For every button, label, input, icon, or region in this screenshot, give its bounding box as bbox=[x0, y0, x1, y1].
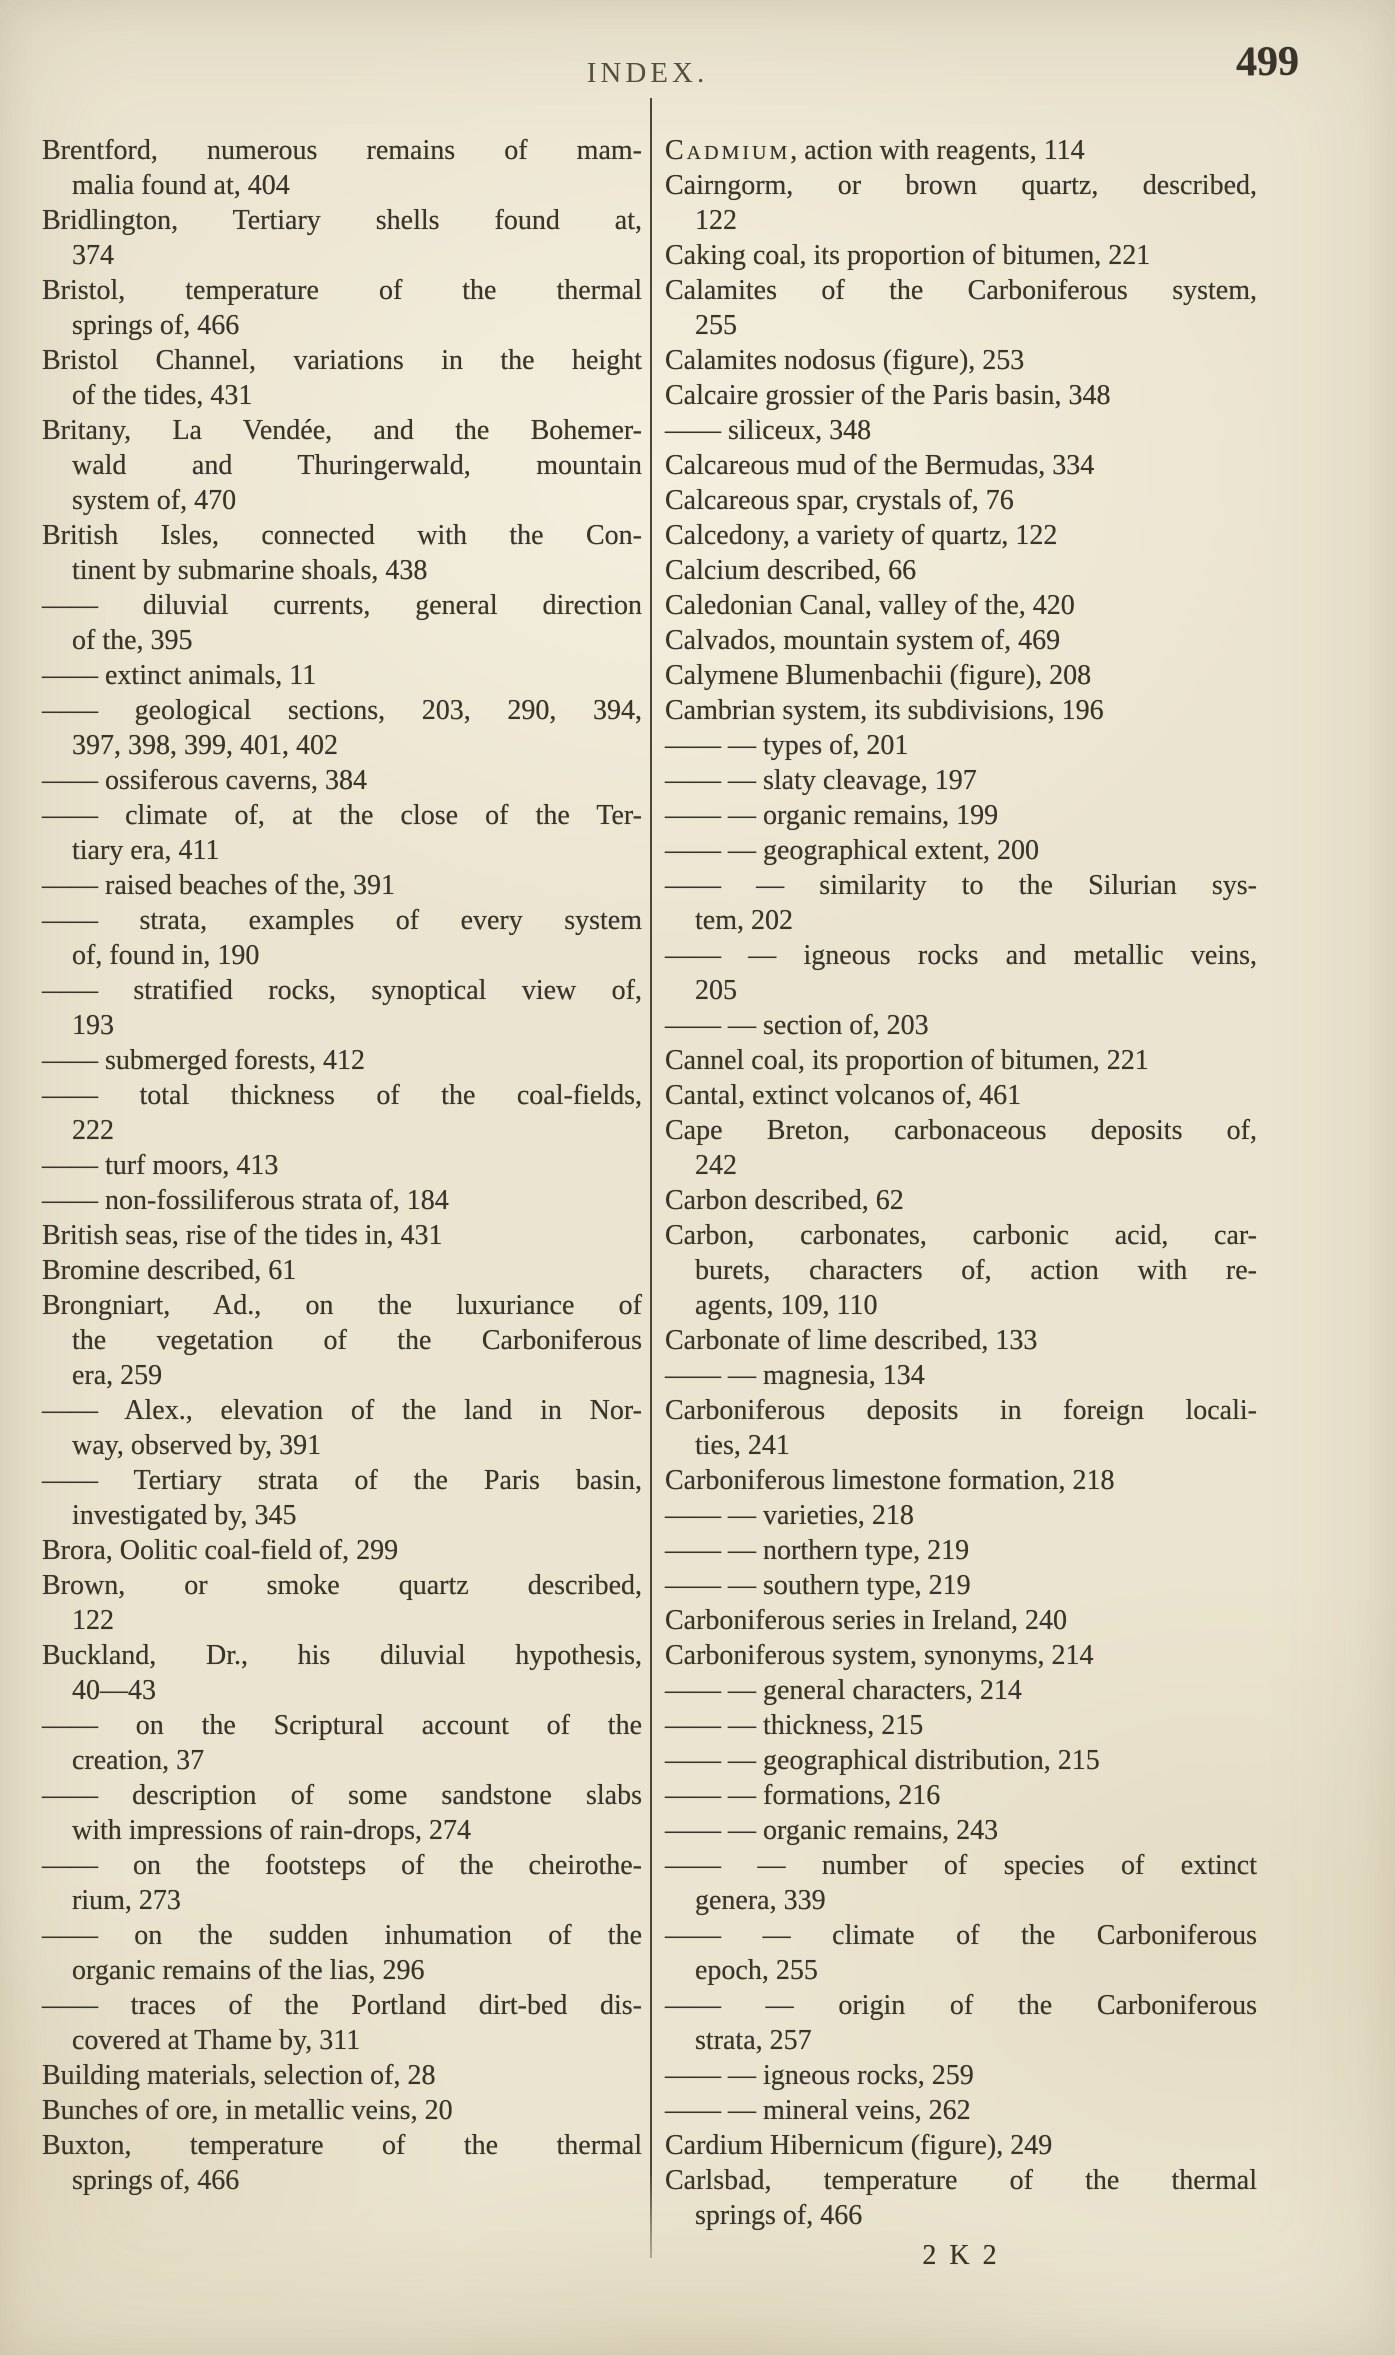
index-entry bbox=[665, 1708, 1257, 1743]
index-entry bbox=[665, 728, 1257, 763]
index-entry-line: Calamites of the Carboniferous system, bbox=[665, 275, 1257, 306]
index-entry-line: —— diluvial currents, general direction bbox=[42, 590, 642, 621]
index-entry bbox=[665, 273, 1257, 343]
index-entry bbox=[665, 1323, 1257, 1358]
index-entry bbox=[665, 133, 1257, 168]
index-entry-line: Carboniferous series in Ireland, 240 bbox=[665, 1605, 1067, 1636]
index-entry bbox=[42, 2128, 642, 2198]
index-entry-line: —— Alex., elevation of the land in Nor- bbox=[42, 1395, 642, 1426]
index-entry-line: —— — organic remains, 199 bbox=[665, 800, 999, 831]
index-entry bbox=[665, 1533, 1257, 1568]
index-entry bbox=[42, 588, 642, 658]
index-entry bbox=[42, 518, 642, 588]
index-entry bbox=[42, 1393, 642, 1463]
index-entry-line: strata, 257 bbox=[695, 2025, 812, 2056]
index-entry-line: —— raised beaches of the, 391 bbox=[42, 870, 395, 901]
index-entry bbox=[42, 973, 642, 1043]
index-entry-line: way, observed by, 391 bbox=[72, 1430, 322, 1461]
index-entry-line: organic remains of the lias, 296 bbox=[72, 1955, 425, 1986]
index-entry-line: with impressions of rain-drops, 274 bbox=[72, 1815, 471, 1846]
column-divider-rule bbox=[650, 98, 652, 2258]
index-entry-line: —— — northern type, 219 bbox=[665, 1535, 970, 1566]
index-entry-line: the vegetation of the Carboniferous bbox=[72, 1325, 642, 1356]
index-entry bbox=[42, 413, 642, 518]
index-entry bbox=[665, 1113, 1257, 1183]
index-entry bbox=[665, 1498, 1257, 1533]
index-entry bbox=[665, 413, 1257, 448]
index-entry-line: Calcareous mud of the Bermudas, 334 bbox=[665, 450, 1095, 481]
index-entry bbox=[42, 133, 642, 203]
index-entry-line: Caledonian Canal, valley of the, 420 bbox=[665, 590, 1075, 621]
index-entry-line: —— description of some sandstone slabs bbox=[42, 1780, 642, 1811]
index-entry-line: Bridlington, Tertiary shells found at, bbox=[42, 205, 642, 236]
index-entry-line: creation, 37 bbox=[72, 1745, 205, 1776]
index-entry bbox=[665, 1673, 1257, 1708]
index-entry bbox=[42, 1708, 642, 1778]
index-entry bbox=[665, 1918, 1257, 1988]
index-entry bbox=[665, 1078, 1257, 1113]
index-entry bbox=[665, 2128, 1257, 2163]
index-entry bbox=[42, 1218, 642, 1253]
index-entry bbox=[665, 1183, 1257, 1218]
index-entry bbox=[665, 483, 1257, 518]
index-entry-line: of the, 395 bbox=[72, 625, 193, 656]
index-entry-line: Brongniart, Ad., on the luxuriance of bbox=[42, 1290, 642, 1321]
index-entries-left bbox=[42, 133, 642, 2198]
index-entry-line: genera, 339 bbox=[695, 1885, 826, 1916]
index-entry-line: —— — varieties, 218 bbox=[665, 1500, 914, 1531]
index-entry-line: Cape Breton, carbonaceous deposits of, bbox=[665, 1115, 1257, 1146]
index-entry-line: 205 bbox=[695, 975, 737, 1006]
index-entry-line: —— — mineral veins, 262 bbox=[665, 2095, 971, 2126]
index-entry-line: Cairngorm, or brown quartz, described, bbox=[665, 170, 1257, 201]
index-entry bbox=[42, 1148, 642, 1183]
index-entry bbox=[42, 1638, 642, 1708]
index-entry-line: —— strata, examples of every system bbox=[42, 905, 642, 936]
index-entry-line: —— siliceux, 348 bbox=[665, 415, 872, 446]
index-entry-line: —— — section of, 203 bbox=[665, 1010, 929, 1041]
index-entry-line: —— extinct animals, 11 bbox=[42, 660, 317, 691]
index-entry bbox=[42, 273, 642, 343]
index-entry-line: Calcium described, 66 bbox=[665, 555, 917, 586]
index-entry-line: Cantal, extinct volcanos of, 461 bbox=[665, 1080, 1022, 1111]
index-entry bbox=[665, 938, 1257, 1008]
index-column-left bbox=[42, 133, 642, 2198]
index-entry bbox=[665, 553, 1257, 588]
small-caps-headword: Cadmium bbox=[665, 135, 791, 166]
index-entry bbox=[665, 623, 1257, 658]
index-entry-line: Bunches of ore, in metallic veins, 20 bbox=[42, 2095, 453, 2126]
index-entry-line: Brown, or smoke quartz described, bbox=[42, 1570, 642, 1601]
index-entry bbox=[42, 1288, 642, 1393]
index-entry-line: —— non-fossiliferous strata of, 184 bbox=[42, 1185, 449, 1216]
index-entry bbox=[665, 343, 1257, 378]
index-entry bbox=[42, 1533, 642, 1568]
index-entry bbox=[665, 1603, 1257, 1638]
index-entry-line: tem, 202 bbox=[695, 905, 793, 936]
index-entry-line: —— stratified rocks, synoptical view of, bbox=[42, 975, 642, 1006]
index-entry bbox=[665, 2058, 1257, 2093]
index-entry bbox=[42, 1043, 642, 1078]
index-entry-line: burets, characters of, action with re- bbox=[695, 1255, 1257, 1286]
index-entry-line: 255 bbox=[695, 310, 737, 341]
index-entry-line: epoch, 255 bbox=[695, 1955, 818, 1986]
index-entry bbox=[42, 1568, 642, 1638]
index-entry bbox=[42, 1463, 642, 1533]
index-entry-line: 193 bbox=[72, 1010, 114, 1041]
index-entry-line: agents, 109, 110 bbox=[695, 1290, 878, 1321]
index-entry-line: 122 bbox=[695, 205, 737, 236]
index-entry-line: springs of, 466 bbox=[695, 2200, 863, 2231]
index-entry-line: Buckland, Dr., his diluvial hypothesis, bbox=[42, 1640, 642, 1671]
index-entry bbox=[665, 1778, 1257, 1813]
index-entry-line: British seas, rise of the tides in, 431 bbox=[42, 1220, 443, 1251]
index-entry-line: 242 bbox=[695, 1150, 737, 1181]
index-entry-line: —— — geographical distribution, 215 bbox=[665, 1745, 1100, 1776]
index-entry-line: —— — magnesia, 134 bbox=[665, 1360, 925, 1391]
index-entry bbox=[665, 763, 1257, 798]
index-entry bbox=[665, 1568, 1257, 1603]
index-entry bbox=[42, 798, 642, 868]
index-entry-line: Britany, La Vendée, and the Bohemer- bbox=[42, 415, 642, 446]
index-entry-line: Carboniferous limestone formation, 218 bbox=[665, 1465, 1115, 1496]
index-entry bbox=[665, 1463, 1257, 1498]
index-entry bbox=[665, 518, 1257, 553]
index-entry-line: —— turf moors, 413 bbox=[42, 1150, 279, 1181]
index-entry bbox=[42, 763, 642, 798]
index-entry-line: of the tides, 431 bbox=[72, 380, 253, 411]
index-entry bbox=[42, 203, 642, 273]
index-entry-line: —— — geographical extent, 200 bbox=[665, 835, 1040, 866]
index-entry-line: Carlsbad, temperature of the thermal bbox=[665, 2165, 1257, 2196]
printer-signature: 2 K 2 bbox=[922, 2240, 1000, 2271]
index-entry-line: springs of, 466 bbox=[72, 310, 240, 341]
index-entry-line: —— — formations, 216 bbox=[665, 1780, 941, 1811]
index-entry-line: 374 bbox=[72, 240, 114, 271]
index-entry-line: springs of, 466 bbox=[72, 2165, 240, 2196]
index-entry bbox=[665, 2163, 1257, 2233]
index-entry-line: —— on the sudden inhumation of the bbox=[42, 1920, 642, 1951]
index-entry-line: —— — thickness, 215 bbox=[665, 1710, 924, 1741]
index-entry bbox=[42, 693, 642, 763]
index-entry-line: investigated by, 345 bbox=[72, 1500, 297, 1531]
index-entry-line: —— — slaty cleavage, 197 bbox=[665, 765, 977, 796]
index-entry-line: —— on the footsteps of the cheirothe- bbox=[42, 1850, 642, 1881]
index-entry bbox=[665, 2093, 1257, 2128]
index-entry-line: Calamites nodosus (figure), 253 bbox=[665, 345, 1025, 376]
index-entry bbox=[665, 1008, 1257, 1043]
index-entry-line: Calcaire grossier of the Paris basin, 348 bbox=[665, 380, 1111, 411]
index-entry-line: —— climate of, at the close of the Ter- bbox=[42, 800, 642, 831]
index-entries-right bbox=[665, 133, 1257, 2233]
index-entry-line: —— — climate of the Carboniferous bbox=[665, 1920, 1257, 1951]
index-entry-line: tinent by submarine shoals, 438 bbox=[72, 555, 428, 586]
index-entry bbox=[42, 1778, 642, 1848]
index-entry bbox=[42, 1078, 642, 1148]
index-entry-line: Cambrian system, its subdivisions, 196 bbox=[665, 695, 1104, 726]
index-entry-line: system of, 470 bbox=[72, 485, 237, 516]
index-entry-line: Carboniferous system, synonyms, 214 bbox=[665, 1640, 1094, 1671]
index-entry bbox=[42, 658, 642, 693]
index-entry-line: rium, 273 bbox=[72, 1885, 181, 1916]
index-entry-line: —— total thickness of the coal-fields, bbox=[42, 1080, 642, 1111]
index-entry bbox=[665, 693, 1257, 728]
index-entry bbox=[42, 343, 642, 413]
index-entry-line: Brora, Oolitic coal-field of, 299 bbox=[42, 1535, 399, 1566]
index-entry bbox=[42, 1848, 642, 1918]
running-head-title: INDEX. bbox=[586, 57, 709, 89]
index-entry bbox=[42, 1988, 642, 2058]
index-entry bbox=[665, 798, 1257, 833]
index-entry-line: British Isles, connected with the Con- bbox=[42, 520, 642, 551]
index-column-right bbox=[665, 133, 1257, 2272]
index-entry bbox=[665, 1218, 1257, 1323]
index-entry-line: ties, 241 bbox=[695, 1430, 790, 1461]
index-entry bbox=[665, 658, 1257, 693]
index-entry-line: of, found in, 190 bbox=[72, 940, 260, 971]
index-entry bbox=[665, 238, 1257, 273]
index-entry bbox=[665, 168, 1257, 238]
index-entry-line: —— — number of species of extinct bbox=[665, 1850, 1257, 1881]
index-entry-line: —— Tertiary strata of the Paris basin, bbox=[42, 1465, 642, 1496]
index-entry bbox=[665, 1848, 1257, 1918]
index-entry bbox=[42, 2058, 642, 2093]
index-entry bbox=[42, 2093, 642, 2128]
index-entry-line: 222 bbox=[72, 1115, 114, 1146]
index-entry-line: —— geological sections, 203, 290, 394, bbox=[42, 695, 642, 726]
index-entry-line: —— — organic remains, 243 bbox=[665, 1815, 999, 1846]
index-entry-line: —— — similarity to the Silurian sys- bbox=[665, 870, 1257, 901]
index-entry bbox=[665, 448, 1257, 483]
index-entry-line: —— on the Scriptural account of the bbox=[42, 1710, 642, 1741]
index-entry-line: Bristol, temperature of the thermal bbox=[42, 275, 642, 306]
index-entry-line: 122 bbox=[72, 1605, 114, 1636]
index-entry bbox=[665, 868, 1257, 938]
index-entry bbox=[42, 903, 642, 973]
index-entry bbox=[665, 1813, 1257, 1848]
index-entry bbox=[665, 1988, 1257, 2058]
index-entry-line: —— — origin of the Carboniferous bbox=[665, 1990, 1257, 2021]
index-entry bbox=[665, 833, 1257, 868]
index-entry-line: —— — igneous rocks, 259 bbox=[665, 2060, 974, 2091]
page-number: 499 bbox=[1235, 38, 1300, 86]
index-entry-line: wald and Thuringerwald, mountain bbox=[72, 450, 642, 481]
index-entry bbox=[665, 588, 1257, 623]
index-entry-line: era, 259 bbox=[72, 1360, 163, 1391]
index-entry bbox=[665, 1393, 1257, 1463]
index-entry bbox=[665, 378, 1257, 413]
index-entry-line: Cannel coal, its proportion of bitumen, 221 bbox=[665, 1045, 1149, 1076]
index-entry-line: Cadmium, action with reagents, 114 bbox=[665, 135, 1085, 166]
index-entry bbox=[665, 1743, 1257, 1778]
index-entry-line: —— traces of the Portland dirt-bed dis- bbox=[42, 1990, 642, 2021]
index-entry bbox=[665, 1638, 1257, 1673]
index-entry bbox=[42, 868, 642, 903]
index-entry-line: —— — types of, 201 bbox=[665, 730, 909, 761]
index-entry-line: —— — southern type, 219 bbox=[665, 1570, 971, 1601]
index-entry-line: —— — igneous rocks and metallic veins, bbox=[665, 940, 1257, 971]
index-entry-line: tiary era, 411 bbox=[72, 835, 220, 866]
index-entry-line: Calvados, mountain system of, 469 bbox=[665, 625, 1061, 656]
index-entry-line: Carbon described, 62 bbox=[665, 1185, 904, 1216]
index-entry-line: Carboniferous deposits in foreign locali- bbox=[665, 1395, 1257, 1426]
index-entry bbox=[42, 1253, 642, 1288]
index-entry bbox=[42, 1918, 642, 1988]
index-entry-line: —— ossiferous caverns, 384 bbox=[42, 765, 368, 796]
index-entry-line: —— — general characters, 214 bbox=[665, 1675, 1022, 1706]
index-entry-line: Bristol Channel, variations in the height bbox=[42, 345, 642, 376]
index-entry bbox=[665, 1358, 1257, 1393]
index-entry-line: Caking coal, its proportion of bitumen, 221 bbox=[665, 240, 1151, 271]
index-entry-line: Carbonate of lime described, 133 bbox=[665, 1325, 1038, 1356]
index-entry-line: Brentford, numerous remains of mam- bbox=[42, 135, 642, 166]
index-entry-line: malia found at, 404 bbox=[72, 170, 290, 201]
index-entry bbox=[42, 1183, 642, 1218]
index-entry-line: —— submerged forests, 412 bbox=[42, 1045, 365, 1076]
index-entry-line: Calcedony, a variety of quartz, 122 bbox=[665, 520, 1058, 551]
index-entry-line: Calcareous spar, crystals of, 76 bbox=[665, 485, 1014, 516]
index-entry-line: Cardium Hibernicum (figure), 249 bbox=[665, 2130, 1053, 2161]
index-entry-line: Calymene Blumenbachii (figure), 208 bbox=[665, 660, 1092, 691]
index-entry-line: 397, 398, 399, 401, 402 bbox=[72, 730, 338, 761]
index-entry-line: Buxton, temperature of the thermal bbox=[42, 2130, 642, 2161]
index-entry-line: 40—43 bbox=[72, 1675, 156, 1706]
index-entry-line: covered at Thame by, 311 bbox=[72, 2025, 361, 2056]
index-entry-line: Carbon, carbonates, carbonic acid, car- bbox=[665, 1220, 1257, 1251]
index-entry-line: Building materials, selection of, 28 bbox=[42, 2060, 436, 2091]
index-entry bbox=[665, 1043, 1257, 1078]
index-entry-line: Bromine described, 61 bbox=[42, 1255, 297, 1286]
